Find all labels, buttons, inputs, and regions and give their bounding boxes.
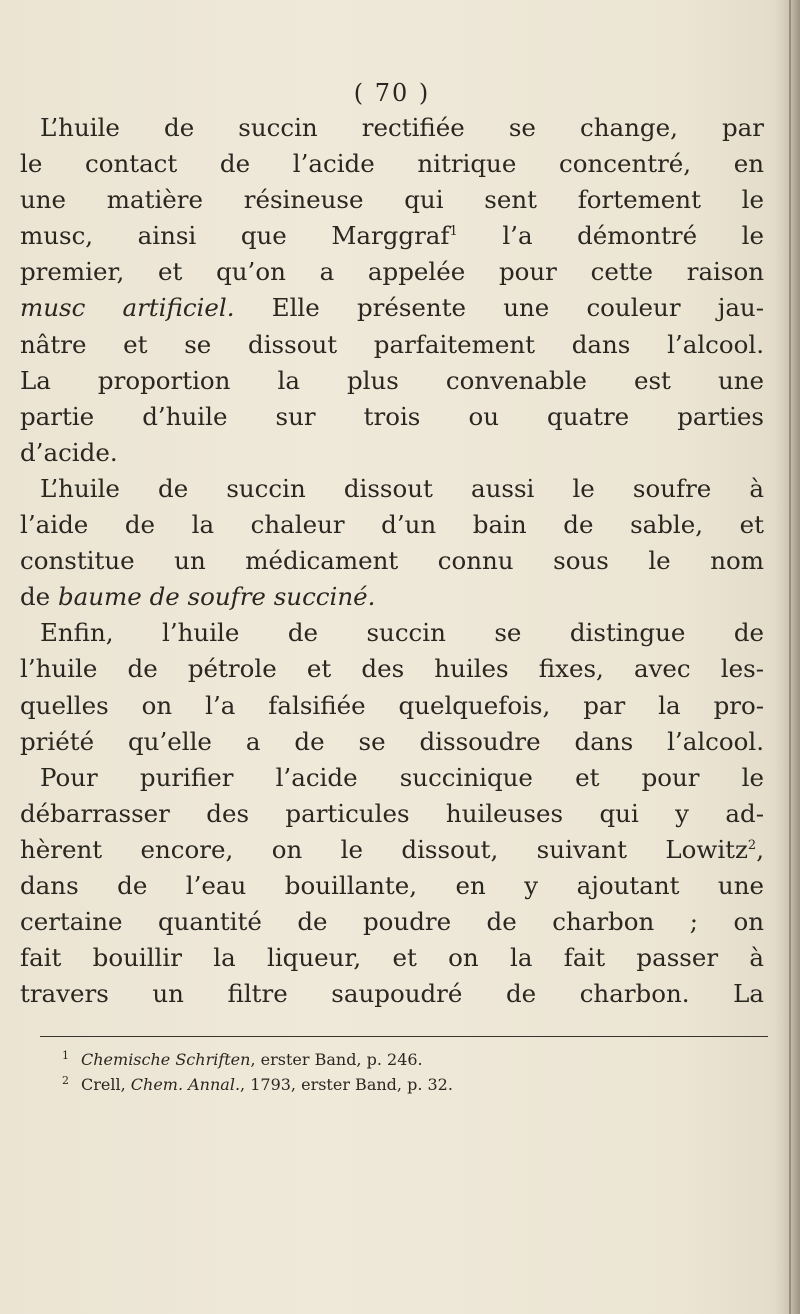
footnote-rule	[40, 1036, 768, 1037]
text-line	[20, 471, 764, 507]
line-text: nâtre et se dissout parfaitement dans l’alcool.	[20, 329, 764, 359]
footnote	[20, 1072, 764, 1097]
text-line	[20, 110, 764, 146]
line-text: Pour purifier l’acide succinique et pour le	[40, 762, 764, 792]
footnote-title: Chemische Schriften	[81, 1050, 251, 1070]
line-text: musc, ainsi que Marggraf	[20, 221, 450, 251]
text-line	[20, 543, 764, 579]
line-text: Enfin, l’huile de succin se distingue de	[40, 618, 764, 648]
line-text: dans de l’eau bouillante, en y ajoutant une	[20, 870, 764, 900]
text-line	[20, 868, 764, 904]
text-line	[20, 399, 764, 435]
line-text: débarrasser des particules huileuses qui y ad-	[20, 798, 764, 828]
text-line	[20, 796, 764, 832]
line-text: quelles on l’a falsifiée quelquefois, par la pro-	[20, 690, 764, 720]
footnote-reference: 1	[449, 224, 458, 240]
text-line	[20, 435, 764, 471]
text-line	[20, 507, 764, 543]
line-text: ,	[756, 834, 764, 864]
line-text: hèrent encore, on le dissout, suivant Lowitz	[20, 834, 748, 864]
footnote-mark: 1	[62, 1049, 69, 1063]
line-text: d’acide.	[20, 437, 118, 467]
italic-text: musc artificiel.	[20, 293, 235, 323]
line-text: fait bouillir la liqueur, et on la fait passer à	[20, 943, 764, 973]
text-line	[20, 363, 764, 399]
line-text: L’huile de succin dissout aussi le soufre à	[40, 473, 764, 503]
text-line	[20, 290, 764, 326]
line-text: certaine quantité de poudre de charbon ; on	[20, 907, 764, 937]
text-line	[20, 327, 764, 363]
line-text: l’aide de la chaleur d’un bain de sable, et	[20, 510, 764, 540]
text-line	[20, 254, 764, 290]
text-line	[20, 904, 764, 940]
text-line	[20, 688, 764, 724]
line-text: L’huile de succin rectifiée se change, par	[40, 113, 764, 142]
line-text: le contact de l’acide nitrique concentré, en	[20, 149, 764, 179]
line-text: l’a démontré le	[457, 221, 764, 251]
footnote-title: Chem. Annal.	[130, 1075, 241, 1095]
text-line	[20, 976, 764, 1012]
line-text: partie d’huile sur trois ou quatre parties	[20, 401, 764, 431]
footnote-text: , erster Band, p. 246.	[250, 1050, 423, 1070]
page-edge-shadow	[774, 0, 800, 1314]
text-line	[20, 760, 764, 796]
footnote-mark: 2	[62, 1074, 69, 1088]
text-line	[20, 182, 764, 218]
line-text: travers un filtre saupoudré de charbon. La	[20, 979, 764, 1009]
line-text: La proportion la plus convenable est une	[20, 365, 764, 395]
page-edge-line	[789, 0, 791, 1314]
line-text: de	[20, 582, 58, 612]
text-line	[20, 832, 764, 868]
line-text: Elle présente une couleur jau-	[234, 293, 764, 323]
italic-text: baume de soufre succiné.	[57, 582, 376, 612]
text-block	[20, 78, 764, 1097]
text-line	[20, 651, 764, 687]
text-line	[20, 579, 764, 615]
text-line	[20, 146, 764, 182]
line-text: constitue un médicament connu sous le nom	[20, 546, 764, 576]
text-line	[20, 724, 764, 760]
page-number: ( 70 )	[353, 79, 431, 107]
text-line	[20, 940, 764, 976]
text-line	[20, 218, 764, 254]
footnote-text: Crell,	[81, 1075, 131, 1095]
body-text	[20, 110, 764, 1012]
line-text: l’huile de pétrole et des huiles fixes, avec les-	[20, 654, 764, 684]
line-text: priété qu’elle a de se dissoudre dans l’alcool.	[20, 726, 764, 756]
text-line	[20, 615, 764, 651]
footnote-reference: 2	[747, 837, 757, 853]
line-text: une matière résineuse qui sent fortement le	[20, 185, 764, 215]
footnote	[20, 1047, 764, 1072]
line-text: premier, et qu’on a appelée pour cette raison	[20, 257, 764, 287]
footnotes	[20, 1047, 764, 1097]
footnote-text: , 1793, erster Band, p. 32.	[240, 1075, 453, 1095]
